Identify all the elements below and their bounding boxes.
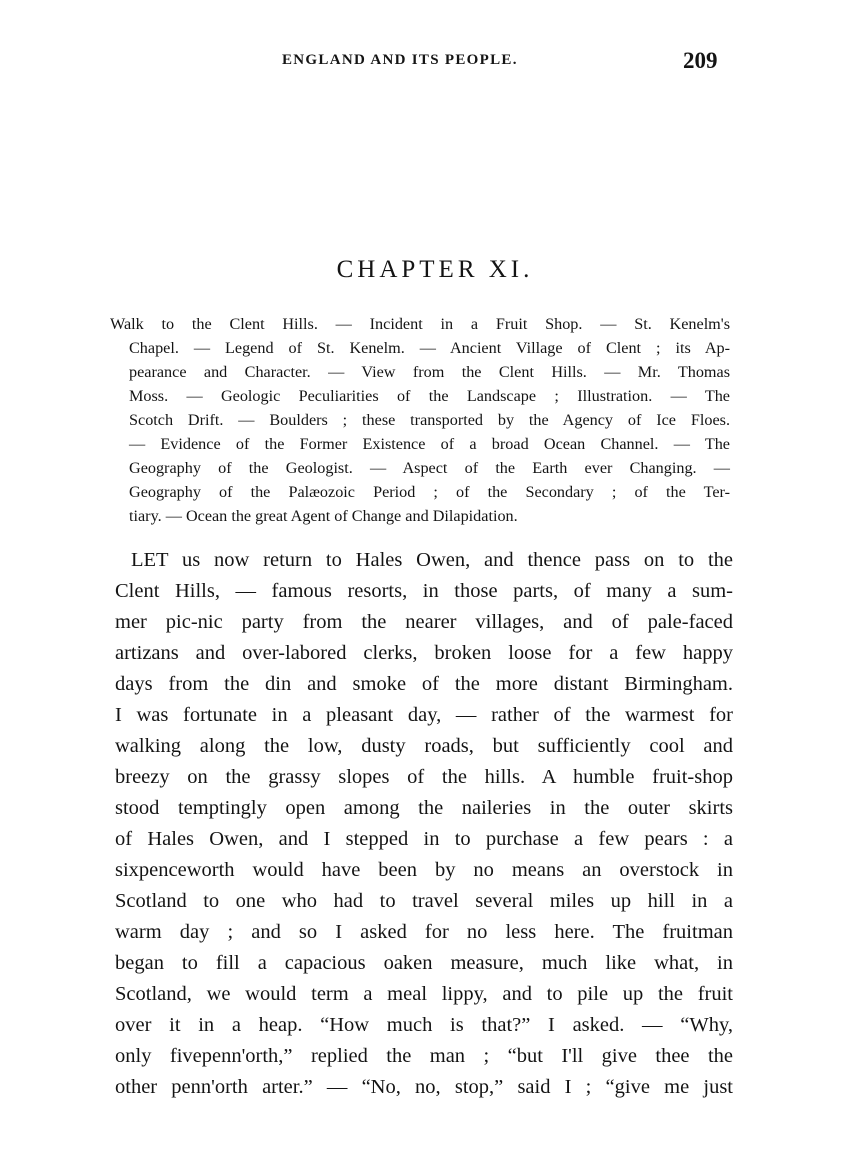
- body-line: over it in a heap. “How much is that?” I asked. — “Why,: [115, 1014, 733, 1036]
- body-line: only fivepenn'orth,” replied the man ; “but I'll give thee the: [115, 1045, 733, 1067]
- body-line: walking along the low, dusty roads, but sufficiently cool and: [115, 735, 733, 757]
- synopsis-line: — Evidence of the Former Existence of a broad Ocean Channel. — The: [129, 435, 730, 453]
- synopsis-line: tiary. — Ocean the great Agent of Change and Dilapidation.: [129, 507, 518, 525]
- body-line: days from the din and smoke of the more distant Birmingham.: [115, 673, 733, 695]
- body-line: Clent Hills, — famous resorts, in those parts, of many a sum-: [115, 580, 733, 602]
- synopsis-line: Geography of the Palæozoic Period ; of the Secondary ; of the Ter-: [129, 483, 730, 501]
- body-line: sixpenceworth would have been by no means an overstock in: [115, 859, 733, 881]
- body-line: mer pic-nic party from the nearer villages, and of pale-faced: [115, 611, 733, 633]
- body-line: breezy on the grassy slopes of the hills. A humble fruit-shop: [115, 766, 733, 788]
- synopsis-line: Scotch Drift. — Boulders ; these transported by the Agency of Ice Floes.: [129, 411, 730, 429]
- running-title: ENGLAND AND ITS PEOPLE.: [282, 52, 518, 68]
- page-number: 209: [683, 48, 718, 73]
- body-paragraph: [115, 545, 733, 1103]
- body-line: began to fill a capacious oaken measure, much like what, in: [115, 952, 733, 974]
- synopsis-line: Moss. — Geologic Peculiarities of the Landscape ; Illustration. — The: [129, 387, 730, 405]
- body-line: stood temptingly open among the naileries in the outer skirts: [115, 797, 733, 819]
- synopsis-line: Chapel. — Legend of St. Kenelm. — Ancient Village of Clent ; its Ap-: [129, 339, 730, 357]
- chapter-heading: CHAPTER XI.: [336, 256, 534, 283]
- body-line: other penn'orth arter.” — “No, no, stop,” said I ; “give me just: [115, 1076, 733, 1098]
- chapter-synopsis: [110, 312, 730, 528]
- body-line: of Hales Owen, and I stepped in to purchase a few pears : a: [115, 828, 733, 850]
- synopsis-line: Walk to the Clent Hills. — Incident in a Fruit Shop. — St. Kenelm's: [110, 315, 730, 333]
- body-line: Scotland to one who had to travel several miles up hill in a: [115, 890, 733, 912]
- running-header: [0, 48, 850, 78]
- body-line: LET us now return to Hales Owen, and thence pass on to the: [131, 549, 733, 571]
- body-line: Scotland, we would term a meal lippy, and to pile up the fruit: [115, 983, 733, 1005]
- body-line: artizans and over-labored clerks, broken loose for a few happy: [115, 642, 733, 664]
- synopsis-line: Geography of the Geologist. — Aspect of the Earth ever Changing. —: [129, 459, 730, 477]
- body-line: I was fortunate in a pleasant day, — rather of the warmest for: [115, 704, 733, 726]
- body-line: warm day ; and so I asked for no less here. The fruitman: [115, 921, 733, 943]
- synopsis-line: pearance and Character. — View from the Clent Hills. — Mr. Thomas: [129, 363, 730, 381]
